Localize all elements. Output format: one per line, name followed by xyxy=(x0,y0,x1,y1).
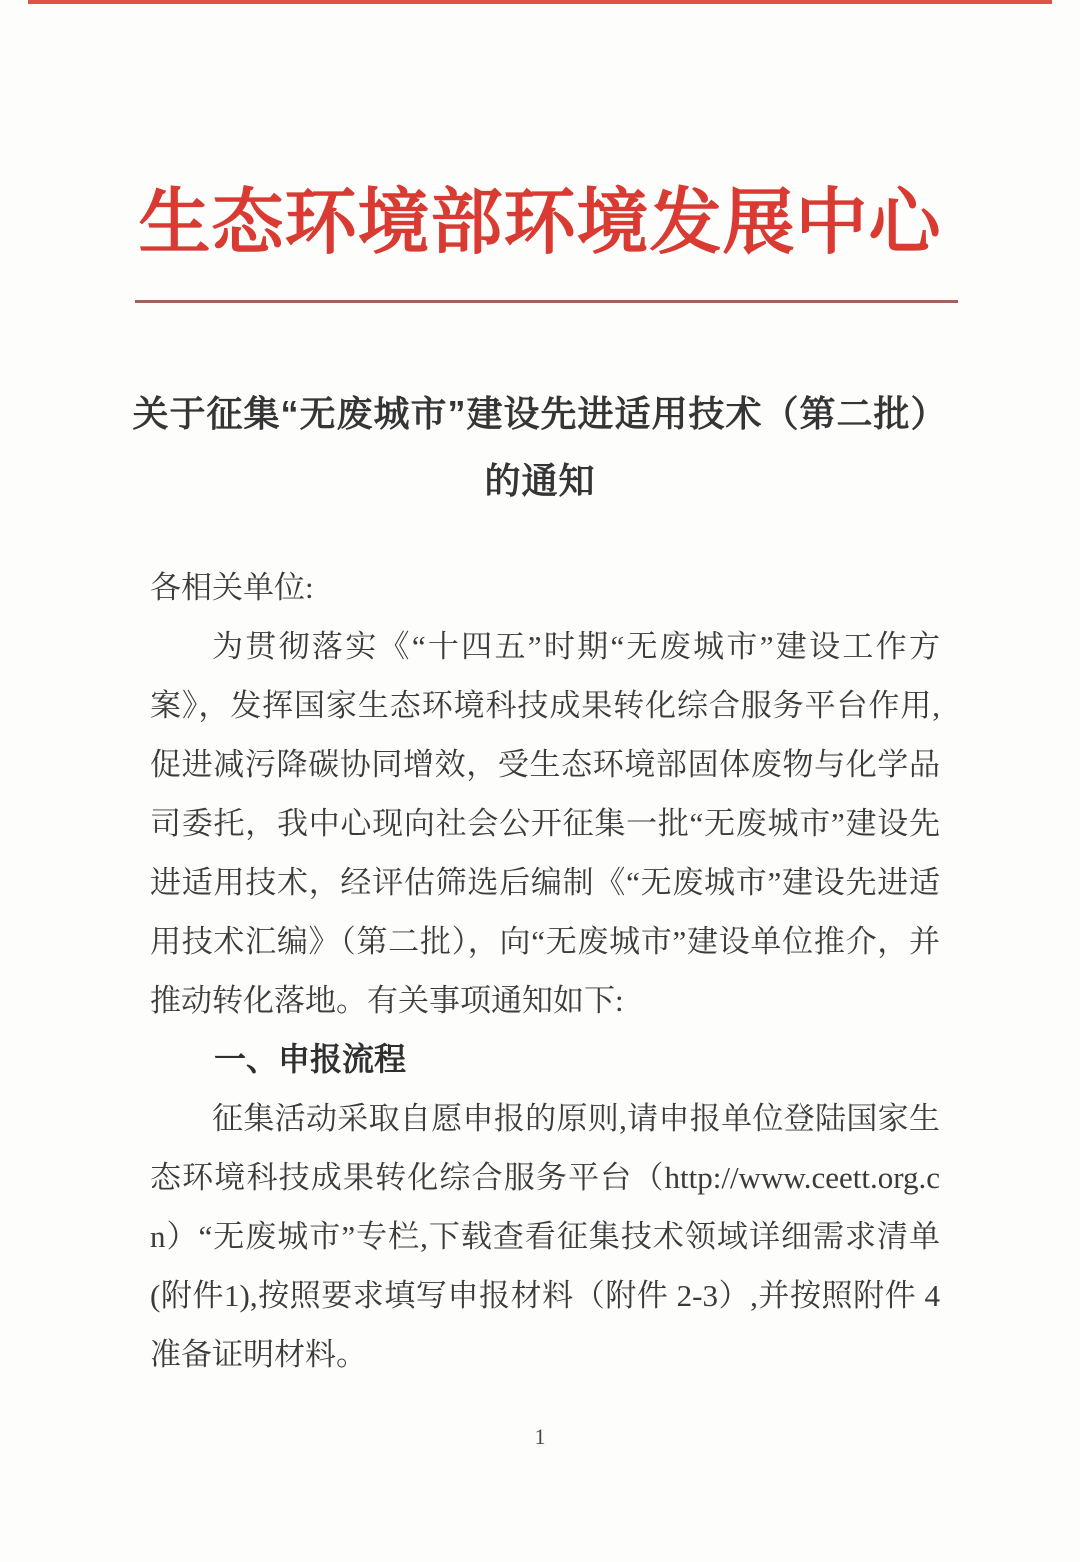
top-edge-rule xyxy=(28,0,1052,4)
document-title xyxy=(80,380,1000,514)
salutation: 各相关单位: xyxy=(150,570,314,605)
section-paragraph-1: 征集活动采取自愿申报的原则,请申报单位登陆国家生态环境科技成果转化综合服务平台（http://www.ceett.org.cn）“无废城市”专栏,下载查看征集技术领域详细需求清单(附件1),按照要求填写申报材料（附件 2-3）,并按照附件 4 准备证明材料。 xyxy=(150,1101,940,1372)
document-body xyxy=(150,558,940,1384)
body-paragraph-1: 为贯彻落实《“十四五”时期“无废城市”建设工作方案》，发挥国家生态环境科技成果转化综合服务平台作用,促进减污降碳协同增效，受生态环境部固体废物与化学品司委托，我中心现向社会公开征集一批“无废城市”建设先进适用技术，经评估筛选后编制《“无废城市”建设先进适用技术汇编》（第二批），向“无废城市”建设单位推介，并推动转化落地。有关事项通知如下: xyxy=(150,629,940,1018)
section-heading-1: 一、申报流程 xyxy=(214,1041,407,1077)
document-title-line1: 关于征集“无废城市”建设先进适用技术（第二批） xyxy=(132,393,948,434)
letterhead-title: 生态环境部环境发展中心 xyxy=(138,183,942,263)
letterhead-divider xyxy=(135,300,958,303)
page-number: 1 xyxy=(534,1424,546,1449)
document-title-line2: 的通知 xyxy=(484,460,596,501)
